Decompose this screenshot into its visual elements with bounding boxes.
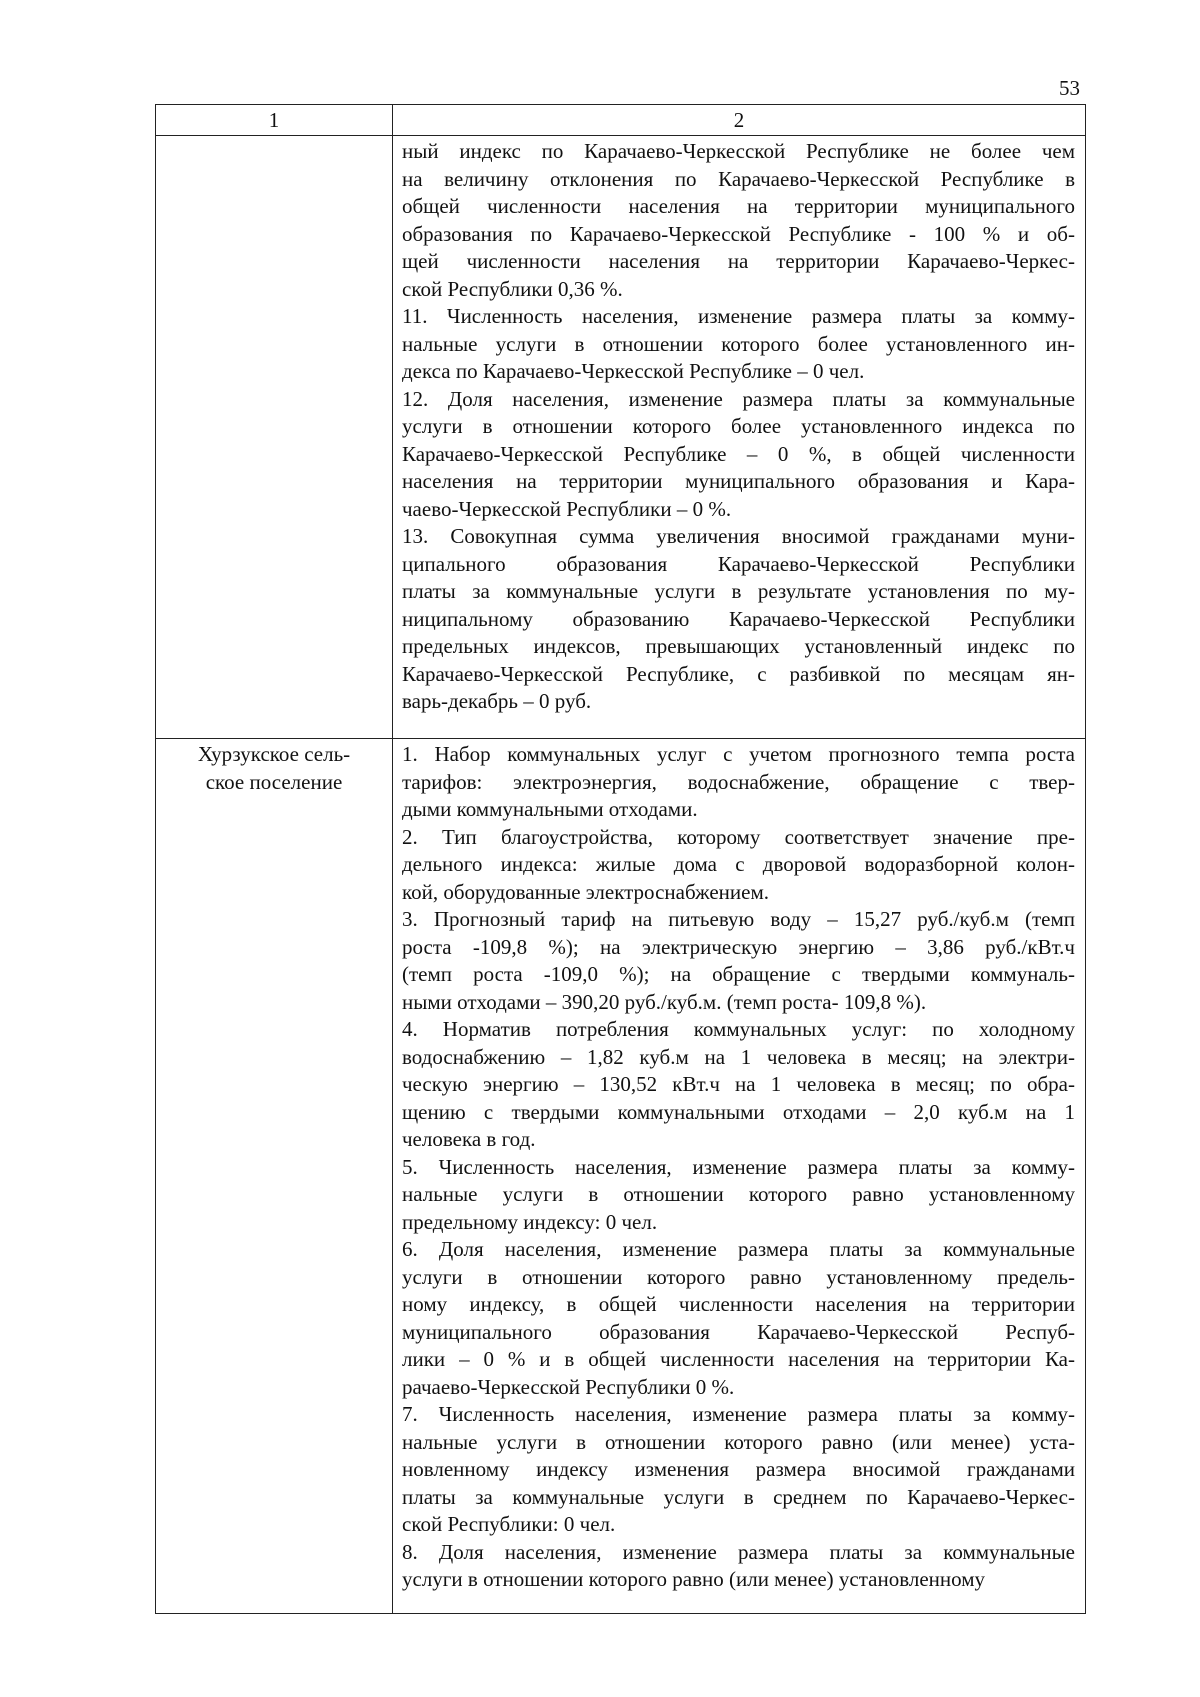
paragraph — [402, 386, 1075, 524]
text-line: варь-декабрь – 0 руб. — [402, 689, 592, 713]
paragraph — [402, 1154, 1075, 1237]
paragraph — [402, 523, 1075, 716]
text-line: ципального образования Карачаево-Черкесской Республики — [402, 551, 1075, 576]
text-line: Карачаево-Черкесской Республике, с разбивкой по месяцам ян- — [402, 661, 1075, 686]
table-row — [156, 739, 1086, 1614]
text-line: тарифов: электроэнергия, водоснабжение, обращение с твер- — [402, 769, 1075, 794]
text-line: рачаево-Черкесской Республики 0 %. — [402, 1374, 735, 1399]
text-line: 4. Норматив потребления коммунальных услуг: по холодному — [402, 1017, 1075, 1041]
text-line: нальные услуги в отношении которого более установленного ин- — [402, 331, 1075, 356]
text-line: (темп роста -109,0 %); на обращение с твердыми коммуналь- — [402, 962, 1075, 986]
text-line: нальные услуги в отношении которого равно установленному — [402, 1182, 1075, 1206]
text-line: общей численности населения на территории муниципального — [402, 194, 1075, 218]
text-line: 5. Численность населения, изменение размера платы за комму- — [402, 1154, 1075, 1179]
text-line: дыми коммунальными отходами. — [402, 797, 698, 821]
text-line: услуги в отношении которого равно установленному предель- — [402, 1264, 1075, 1289]
paragraph — [402, 741, 1075, 824]
description-cell — [393, 136, 1086, 739]
text-line: 8. Доля населения, изменение размера платы за коммунальные — [402, 1539, 1075, 1564]
table-header-row — [156, 105, 1086, 136]
text-line: 7. Численность населения, изменение размера платы за комму- — [402, 1402, 1075, 1426]
text-line: населения на территории муниципального образования и Кара- — [402, 469, 1075, 493]
text-line: платы за коммунальные услуги в результате установления по му- — [402, 579, 1075, 603]
paragraph — [402, 824, 1075, 907]
page-number: 53 — [1059, 76, 1080, 100]
text-line: предельных индексов, превышающих установленный индекс по — [402, 634, 1075, 658]
text-line: муниципального образования Карачаево-Черкесской Респуб- — [402, 1319, 1075, 1344]
text-line: дельного индекса: жилые дома с дворовой водоразборной колон- — [402, 852, 1075, 876]
text-line: ниципальному образованию Карачаево-Черкесской Республики — [402, 606, 1075, 631]
text-line: водоснабжению – 1,82 куб.м на 1 человека в месяц; на электри- — [402, 1044, 1075, 1069]
text-line: 3. Прогнозный тариф на питьевую воду – 15,27 руб./куб.м (темп — [402, 907, 1075, 931]
text-line: ческую энергию – 130,52 кВт.ч на 1 человека в месяц; по обра- — [402, 1072, 1075, 1096]
paragraph — [402, 906, 1075, 1016]
header-col-2: 2 — [393, 105, 1086, 136]
header-col-1: 1 — [156, 105, 393, 136]
text-line: кой, оборудованные электроснабжением. — [402, 879, 770, 904]
document-table — [155, 104, 1086, 1614]
text-line: 1. Набор коммунальных услуг с учетом прогнозного темпа роста — [402, 742, 1075, 766]
paragraph — [402, 1539, 1075, 1594]
text-line: 12. Доля населения, изменение размера платы за коммунальные — [402, 386, 1075, 411]
text-line: ской Республики: 0 чел. — [402, 1512, 616, 1536]
settlement-name-line: Хурзукское сель- — [197, 742, 351, 766]
text-line: 6. Доля населения, изменение размера платы за коммунальные — [402, 1237, 1075, 1261]
description-cell — [393, 739, 1086, 1614]
paragraph — [402, 1401, 1075, 1539]
settlement-cell — [156, 739, 393, 1614]
paragraph — [402, 138, 1075, 303]
text-line: щей численности населения на территории Карачаево-Черкес- — [402, 249, 1075, 273]
text-line: Карачаево-Черкесской Республике – 0 %, в общей численности — [402, 441, 1075, 466]
text-line: платы за коммунальные услуги в среднем по Карачаево-Черкес- — [402, 1484, 1075, 1509]
text-line: ными отходами – 390,20 руб./куб.м. (темп роста- 109,8 %). — [402, 989, 927, 1014]
text-line: 13. Совокупная сумма увеличения вносимой гражданами муни- — [402, 524, 1075, 548]
text-line: на величину отклонения по Карачаево-Черкесской Республике в — [402, 166, 1075, 191]
text-line: лики – 0 % и в общей численности населения на территории Ка- — [402, 1347, 1075, 1371]
table-row — [156, 136, 1086, 739]
text-line: щению с твердыми коммунальными отходами – 2,0 куб.м на 1 — [402, 1099, 1075, 1124]
paragraph — [402, 1236, 1075, 1401]
text-line: ный индекс по Карачаево-Черкесской Республике не более чем — [402, 139, 1075, 163]
settlement-cell — [156, 136, 393, 739]
text-line: ской Республики 0,36 %. — [402, 276, 623, 301]
text-line: декса по Карачаево-Черкесской Республике – 0 чел. — [402, 359, 865, 383]
text-line: 2. Тип благоустройства, которому соответствует значение пре- — [402, 824, 1075, 849]
paragraph — [402, 303, 1075, 386]
text-line: человека в год. — [402, 1127, 536, 1151]
settlement-name-line: ское поселение — [205, 769, 343, 794]
text-line: чаево-Черкесской Республики – 0 %. — [402, 496, 732, 521]
text-line: ному индексу, в общей численности населения на территории — [402, 1292, 1075, 1316]
text-line: нальные услуги в отношении которого равно (или менее) уста- — [402, 1429, 1075, 1454]
text-line: роста -109,8 %); на электрическую энергию – 3,86 руб./кВт.ч — [402, 934, 1075, 959]
text-line: новленному индексу изменения размера вносимой гражданами — [402, 1457, 1075, 1481]
text-line: услуги в отношении которого более установленного индекса по — [402, 414, 1075, 438]
paragraph — [402, 1016, 1075, 1154]
text-line: 11. Численность населения, изменение размера платы за комму- — [402, 304, 1075, 328]
text-line: услуги в отношении которого равно (или менее) установленному — [402, 1567, 986, 1591]
text-line: образования по Карачаево-Черкесской Республике - 100 % и об- — [402, 221, 1075, 246]
text-line: предельному индексу: 0 чел. — [402, 1209, 658, 1234]
